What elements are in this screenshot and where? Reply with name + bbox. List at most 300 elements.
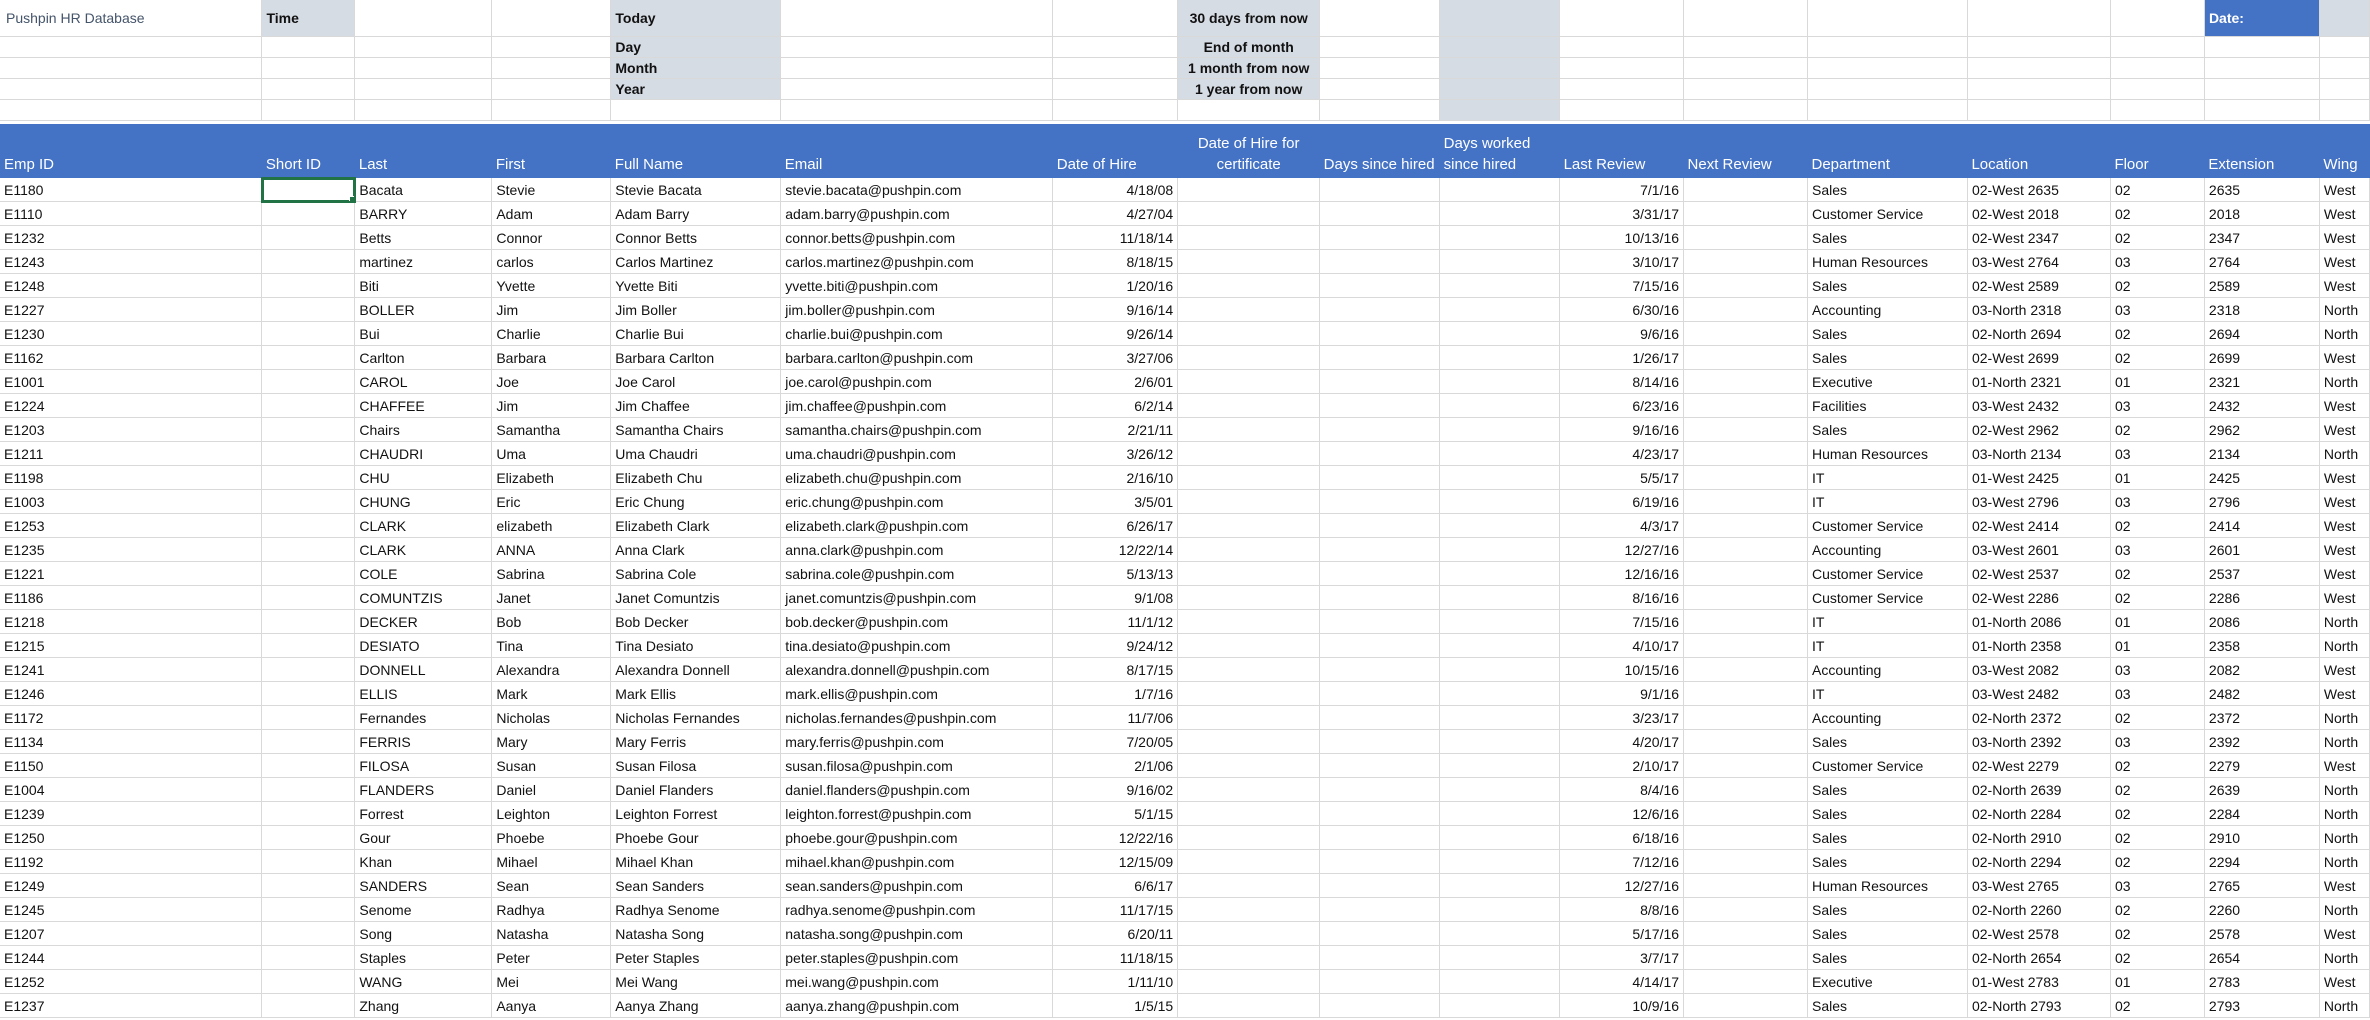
location-cell[interactable]: 02-North 2793 xyxy=(1967,994,2110,1018)
department-cell[interactable]: Accounting xyxy=(1808,658,1968,682)
location-cell[interactable]: 02-North 2294 xyxy=(1967,850,2110,874)
date-of-hire-cell[interactable]: 2/1/06 xyxy=(1053,754,1178,778)
department-cell[interactable]: Human Resources xyxy=(1808,874,1968,898)
wing-cell[interactable]: West xyxy=(2319,226,2369,250)
emp-id-cell[interactable]: E1244 xyxy=(0,946,262,970)
days-worked-cell[interactable] xyxy=(1440,946,1560,970)
extension-cell[interactable]: 2796 xyxy=(2204,490,2319,514)
next-review-cell[interactable] xyxy=(1684,898,1808,922)
first-cell[interactable]: Susan xyxy=(492,754,611,778)
floor-cell[interactable]: 01 xyxy=(2110,634,2204,658)
days-worked-cell[interactable] xyxy=(1440,394,1560,418)
short-id-cell[interactable] xyxy=(262,730,355,754)
extension-cell[interactable]: 2286 xyxy=(2204,586,2319,610)
location-cell[interactable]: 03-North 2134 xyxy=(1967,442,2110,466)
column-header-wing[interactable]: Wing xyxy=(2319,124,2369,178)
first-cell[interactable]: Sean xyxy=(492,874,611,898)
department-cell[interactable]: Sales xyxy=(1808,178,1968,202)
extension-cell[interactable]: 2589 xyxy=(2204,274,2319,298)
first-cell[interactable]: Joe xyxy=(492,370,611,394)
date-of-hire-cell[interactable]: 2/6/01 xyxy=(1053,370,1178,394)
short-id-cell[interactable] xyxy=(262,826,355,850)
last-review-cell[interactable]: 5/17/16 xyxy=(1560,922,1684,946)
short-id-cell[interactable] xyxy=(262,778,355,802)
next-review-cell[interactable] xyxy=(1684,322,1808,346)
last-cell[interactable]: COMUNTZIS xyxy=(355,586,492,610)
wing-cell[interactable]: West xyxy=(2319,874,2369,898)
department-cell[interactable]: Facilities xyxy=(1808,394,1968,418)
emp-id-cell[interactable]: E1162 xyxy=(0,346,262,370)
full-name-cell[interactable]: Sean Sanders xyxy=(611,874,781,898)
full-name-cell[interactable]: Leighton Forrest xyxy=(611,802,781,826)
days-since-hired-cell[interactable] xyxy=(1320,586,1440,610)
emp-id-cell[interactable]: E1001 xyxy=(0,370,262,394)
emp-id-cell[interactable]: E1227 xyxy=(0,298,262,322)
extension-cell[interactable]: 2321 xyxy=(2204,370,2319,394)
floor-cell[interactable]: 02 xyxy=(2110,826,2204,850)
short-id-cell[interactable] xyxy=(262,202,355,226)
full-name-cell[interactable]: Adam Barry xyxy=(611,202,781,226)
date-of-hire-certificate-cell[interactable] xyxy=(1178,658,1320,682)
extension-cell[interactable]: 2764 xyxy=(2204,250,2319,274)
last-review-cell[interactable]: 6/30/16 xyxy=(1560,298,1684,322)
email-cell[interactable]: daniel.flanders@pushpin.com xyxy=(781,778,1053,802)
short-id-cell[interactable] xyxy=(262,754,355,778)
days-since-hired-cell[interactable] xyxy=(1320,778,1440,802)
date-of-hire-cell[interactable]: 12/22/14 xyxy=(1053,538,1178,562)
days-since-hired-cell[interactable] xyxy=(1320,610,1440,634)
short-id-cell[interactable] xyxy=(262,898,355,922)
floor-cell[interactable]: 02 xyxy=(2110,346,2204,370)
date-of-hire-cell[interactable]: 7/20/05 xyxy=(1053,730,1178,754)
emp-id-cell[interactable]: E1239 xyxy=(0,802,262,826)
last-review-cell[interactable]: 3/23/17 xyxy=(1560,706,1684,730)
days-since-hired-cell[interactable] xyxy=(1320,970,1440,994)
extension-cell[interactable]: 2482 xyxy=(2204,682,2319,706)
first-cell[interactable]: Stevie xyxy=(492,178,611,202)
full-name-cell[interactable]: Tina Desiato xyxy=(611,634,781,658)
days-since-hired-cell[interactable] xyxy=(1320,898,1440,922)
full-name-cell[interactable]: Peter Staples xyxy=(611,946,781,970)
last-review-cell[interactable]: 9/6/16 xyxy=(1560,322,1684,346)
emp-id-cell[interactable]: E1246 xyxy=(0,682,262,706)
next-review-cell[interactable] xyxy=(1684,538,1808,562)
extension-cell[interactable]: 2260 xyxy=(2204,898,2319,922)
first-cell[interactable]: Leighton xyxy=(492,802,611,826)
emp-id-cell[interactable]: E1245 xyxy=(0,898,262,922)
last-review-cell[interactable]: 9/1/16 xyxy=(1560,682,1684,706)
short-id-cell[interactable] xyxy=(262,226,355,250)
location-cell[interactable]: 03-West 2765 xyxy=(1967,874,2110,898)
full-name-cell[interactable]: Phoebe Gour xyxy=(611,826,781,850)
location-cell[interactable]: 02-West 2962 xyxy=(1967,418,2110,442)
date-of-hire-cell[interactable]: 12/15/09 xyxy=(1053,850,1178,874)
last-review-cell[interactable]: 3/7/17 xyxy=(1560,946,1684,970)
days-worked-cell[interactable] xyxy=(1440,490,1560,514)
email-cell[interactable]: phoebe.gour@pushpin.com xyxy=(781,826,1053,850)
location-cell[interactable]: 03-West 2482 xyxy=(1967,682,2110,706)
floor-cell[interactable]: 02 xyxy=(2110,226,2204,250)
location-cell[interactable]: 03-North 2318 xyxy=(1967,298,2110,322)
days-worked-cell[interactable] xyxy=(1440,874,1560,898)
days-since-hired-cell[interactable] xyxy=(1320,922,1440,946)
department-cell[interactable]: Human Resources xyxy=(1808,250,1968,274)
date-of-hire-cell[interactable]: 3/5/01 xyxy=(1053,490,1178,514)
days-since-hired-cell[interactable] xyxy=(1320,538,1440,562)
department-cell[interactable]: Human Resources xyxy=(1808,442,1968,466)
days-since-hired-cell[interactable] xyxy=(1320,298,1440,322)
date-of-hire-certificate-cell[interactable] xyxy=(1178,418,1320,442)
date-of-hire-cell[interactable]: 3/26/12 xyxy=(1053,442,1178,466)
location-cell[interactable]: 01-West 2783 xyxy=(1967,970,2110,994)
last-cell[interactable]: Zhang xyxy=(355,994,492,1018)
department-cell[interactable]: Sales xyxy=(1808,322,1968,346)
first-cell[interactable]: Connor xyxy=(492,226,611,250)
full-name-cell[interactable]: Jim Boller xyxy=(611,298,781,322)
location-cell[interactable]: 03-North 2392 xyxy=(1967,730,2110,754)
location-cell[interactable]: 03-West 2432 xyxy=(1967,394,2110,418)
first-cell[interactable]: Mihael xyxy=(492,850,611,874)
date-of-hire-cell[interactable]: 2/21/11 xyxy=(1053,418,1178,442)
department-cell[interactable]: Sales xyxy=(1808,994,1968,1018)
date-of-hire-certificate-cell[interactable] xyxy=(1178,994,1320,1018)
full-name-cell[interactable]: Anna Clark xyxy=(611,538,781,562)
department-cell[interactable]: Executive xyxy=(1808,970,1968,994)
days-since-hired-cell[interactable] xyxy=(1320,562,1440,586)
full-name-cell[interactable]: Mei Wang xyxy=(611,970,781,994)
date-of-hire-cell[interactable]: 11/1/12 xyxy=(1053,610,1178,634)
department-cell[interactable]: Sales xyxy=(1808,730,1968,754)
days-since-hired-cell[interactable] xyxy=(1320,946,1440,970)
last-cell[interactable]: Khan xyxy=(355,850,492,874)
first-cell[interactable]: Samantha xyxy=(492,418,611,442)
email-cell[interactable]: mihael.khan@pushpin.com xyxy=(781,850,1053,874)
column-header-days-since-hired[interactable]: Days since hired xyxy=(1320,124,1440,178)
email-cell[interactable]: joe.carol@pushpin.com xyxy=(781,370,1053,394)
days-since-hired-cell[interactable] xyxy=(1320,634,1440,658)
next-review-cell[interactable] xyxy=(1684,946,1808,970)
email-cell[interactable]: eric.chung@pushpin.com xyxy=(781,490,1053,514)
extension-cell[interactable]: 2765 xyxy=(2204,874,2319,898)
floor-cell[interactable]: 03 xyxy=(2110,682,2204,706)
date-of-hire-cell[interactable]: 8/17/15 xyxy=(1053,658,1178,682)
last-review-cell[interactable]: 7/1/16 xyxy=(1560,178,1684,202)
days-worked-cell[interactable] xyxy=(1440,250,1560,274)
extension-cell[interactable]: 2284 xyxy=(2204,802,2319,826)
short-id-cell[interactable] xyxy=(262,706,355,730)
date-of-hire-certificate-cell[interactable] xyxy=(1178,586,1320,610)
email-cell[interactable]: elizabeth.clark@pushpin.com xyxy=(781,514,1053,538)
first-cell[interactable]: Aanya xyxy=(492,994,611,1018)
first-cell[interactable]: Mark xyxy=(492,682,611,706)
last-cell[interactable]: CHAFFEE xyxy=(355,394,492,418)
short-id-cell[interactable] xyxy=(262,346,355,370)
full-name-cell[interactable]: Mary Ferris xyxy=(611,730,781,754)
last-cell[interactable]: Carlton xyxy=(355,346,492,370)
date-value-cell[interactable] xyxy=(2319,0,2369,37)
date-of-hire-certificate-cell[interactable] xyxy=(1178,466,1320,490)
wing-cell[interactable]: West xyxy=(2319,586,2369,610)
first-cell[interactable]: elizabeth xyxy=(492,514,611,538)
wing-cell[interactable]: North xyxy=(2319,298,2369,322)
first-cell[interactable]: Charlie xyxy=(492,322,611,346)
date-of-hire-certificate-cell[interactable] xyxy=(1178,634,1320,658)
short-id-cell[interactable] xyxy=(262,874,355,898)
date-of-hire-cell[interactable]: 9/16/02 xyxy=(1053,778,1178,802)
wing-cell[interactable]: West xyxy=(2319,514,2369,538)
next-review-cell[interactable] xyxy=(1684,178,1808,202)
last-review-cell[interactable]: 4/23/17 xyxy=(1560,442,1684,466)
emp-id-cell[interactable]: E1237 xyxy=(0,994,262,1018)
last-cell[interactable]: Senome xyxy=(355,898,492,922)
department-cell[interactable]: IT xyxy=(1808,490,1968,514)
days-worked-cell[interactable] xyxy=(1440,274,1560,298)
department-cell[interactable]: Customer Service xyxy=(1808,754,1968,778)
floor-cell[interactable]: 01 xyxy=(2110,370,2204,394)
wing-cell[interactable]: West xyxy=(2319,922,2369,946)
column-header-full-name[interactable]: Full Name xyxy=(611,124,781,178)
email-cell[interactable]: charlie.bui@pushpin.com xyxy=(781,322,1053,346)
selected-cell[interactable] xyxy=(262,178,355,202)
first-cell[interactable]: Tina xyxy=(492,634,611,658)
extension-cell[interactable]: 2962 xyxy=(2204,418,2319,442)
email-cell[interactable]: yvette.biti@pushpin.com xyxy=(781,274,1053,298)
last-cell[interactable]: FILOSA xyxy=(355,754,492,778)
wing-cell[interactable]: North xyxy=(2319,802,2369,826)
first-cell[interactable]: Adam xyxy=(492,202,611,226)
column-header-days-worked[interactable]: Days worked since hired xyxy=(1440,124,1560,178)
last-review-cell[interactable]: 7/15/16 xyxy=(1560,274,1684,298)
last-cell[interactable]: Betts xyxy=(355,226,492,250)
date-of-hire-certificate-cell[interactable] xyxy=(1178,922,1320,946)
full-name-cell[interactable]: Jim Chaffee xyxy=(611,394,781,418)
days-worked-cell[interactable] xyxy=(1440,970,1560,994)
last-cell[interactable]: Chairs xyxy=(355,418,492,442)
last-cell[interactable]: BARRY xyxy=(355,202,492,226)
location-cell[interactable]: 02-West 2537 xyxy=(1967,562,2110,586)
last-review-cell[interactable]: 3/10/17 xyxy=(1560,250,1684,274)
short-id-cell[interactable] xyxy=(262,514,355,538)
date-of-hire-certificate-cell[interactable] xyxy=(1178,370,1320,394)
first-cell[interactable]: Elizabeth xyxy=(492,466,611,490)
emp-id-cell[interactable]: E1198 xyxy=(0,466,262,490)
date-of-hire-cell[interactable]: 3/27/06 xyxy=(1053,346,1178,370)
date-of-hire-certificate-cell[interactable] xyxy=(1178,490,1320,514)
email-cell[interactable]: natasha.song@pushpin.com xyxy=(781,922,1053,946)
extension-cell[interactable]: 2414 xyxy=(2204,514,2319,538)
location-cell[interactable]: 01-North 2358 xyxy=(1967,634,2110,658)
last-review-cell[interactable]: 10/15/16 xyxy=(1560,658,1684,682)
last-review-cell[interactable]: 4/10/17 xyxy=(1560,634,1684,658)
next-review-cell[interactable] xyxy=(1684,634,1808,658)
department-cell[interactable]: Sales xyxy=(1808,226,1968,250)
days-since-hired-cell[interactable] xyxy=(1320,322,1440,346)
first-cell[interactable]: carlos xyxy=(492,250,611,274)
extension-cell[interactable]: 2537 xyxy=(2204,562,2319,586)
full-name-cell[interactable]: Sabrina Cole xyxy=(611,562,781,586)
wing-cell[interactable]: North xyxy=(2319,898,2369,922)
last-cell[interactable]: CLARK xyxy=(355,514,492,538)
full-name-cell[interactable]: Daniel Flanders xyxy=(611,778,781,802)
next-review-cell[interactable] xyxy=(1684,514,1808,538)
full-name-cell[interactable]: Susan Filosa xyxy=(611,754,781,778)
full-name-cell[interactable]: Bob Decker xyxy=(611,610,781,634)
last-cell[interactable]: ELLIS xyxy=(355,682,492,706)
location-cell[interactable]: 01-North 2086 xyxy=(1967,610,2110,634)
department-cell[interactable]: IT xyxy=(1808,610,1968,634)
date-of-hire-certificate-cell[interactable] xyxy=(1178,898,1320,922)
department-cell[interactable]: Customer Service xyxy=(1808,202,1968,226)
days-since-hired-cell[interactable] xyxy=(1320,178,1440,202)
wing-cell[interactable]: North xyxy=(2319,370,2369,394)
full-name-cell[interactable]: Yvette Biti xyxy=(611,274,781,298)
extension-cell[interactable]: 2793 xyxy=(2204,994,2319,1018)
wing-cell[interactable]: West xyxy=(2319,178,2369,202)
department-cell[interactable]: Sales xyxy=(1808,778,1968,802)
wing-cell[interactable]: West xyxy=(2319,466,2369,490)
location-cell[interactable]: 02-West 2589 xyxy=(1967,274,2110,298)
next-review-cell[interactable] xyxy=(1684,562,1808,586)
date-of-hire-cell[interactable]: 11/18/14 xyxy=(1053,226,1178,250)
date-of-hire-certificate-cell[interactable] xyxy=(1178,178,1320,202)
department-cell[interactable]: IT xyxy=(1808,466,1968,490)
days-since-hired-cell[interactable] xyxy=(1320,346,1440,370)
days-worked-cell[interactable] xyxy=(1440,346,1560,370)
date-of-hire-cell[interactable]: 11/7/06 xyxy=(1053,706,1178,730)
extension-cell[interactable]: 2910 xyxy=(2204,826,2319,850)
full-name-cell[interactable]: Mark Ellis xyxy=(611,682,781,706)
days-since-hired-cell[interactable] xyxy=(1320,754,1440,778)
next-review-cell[interactable] xyxy=(1684,610,1808,634)
last-cell[interactable]: FLANDERS xyxy=(355,778,492,802)
email-cell[interactable]: susan.filosa@pushpin.com xyxy=(781,754,1053,778)
floor-cell[interactable]: 01 xyxy=(2110,610,2204,634)
next-review-cell[interactable] xyxy=(1684,346,1808,370)
wing-cell[interactable]: North xyxy=(2319,946,2369,970)
email-cell[interactable]: adam.barry@pushpin.com xyxy=(781,202,1053,226)
date-of-hire-cell[interactable]: 9/26/14 xyxy=(1053,322,1178,346)
wing-cell[interactable]: North xyxy=(2319,826,2369,850)
email-cell[interactable]: aanya.zhang@pushpin.com xyxy=(781,994,1053,1018)
full-name-cell[interactable]: Mihael Khan xyxy=(611,850,781,874)
days-since-hired-cell[interactable] xyxy=(1320,442,1440,466)
next-review-cell[interactable] xyxy=(1684,994,1808,1018)
email-cell[interactable]: mark.ellis@pushpin.com xyxy=(781,682,1053,706)
short-id-cell[interactable] xyxy=(262,850,355,874)
last-cell[interactable]: Forrest xyxy=(355,802,492,826)
emp-id-cell[interactable]: E1253 xyxy=(0,514,262,538)
last-cell[interactable]: martinez xyxy=(355,250,492,274)
days-since-hired-cell[interactable] xyxy=(1320,514,1440,538)
short-id-cell[interactable] xyxy=(262,634,355,658)
date-of-hire-certificate-cell[interactable] xyxy=(1178,802,1320,826)
column-header-emp-id[interactable]: Emp ID xyxy=(0,124,262,178)
department-cell[interactable]: Executive xyxy=(1808,370,1968,394)
floor-cell[interactable]: 02 xyxy=(2110,514,2204,538)
last-cell[interactable]: Staples xyxy=(355,946,492,970)
emp-id-cell[interactable]: E1243 xyxy=(0,250,262,274)
extension-cell[interactable]: 2082 xyxy=(2204,658,2319,682)
full-name-cell[interactable]: Natasha Song xyxy=(611,922,781,946)
column-header-floor[interactable]: Floor xyxy=(2110,124,2204,178)
last-review-cell[interactable]: 8/16/16 xyxy=(1560,586,1684,610)
days-worked-cell[interactable] xyxy=(1440,922,1560,946)
floor-cell[interactable]: 01 xyxy=(2110,466,2204,490)
short-id-cell[interactable] xyxy=(262,394,355,418)
location-cell[interactable]: 03-West 2082 xyxy=(1967,658,2110,682)
email-cell[interactable]: alexandra.donnell@pushpin.com xyxy=(781,658,1053,682)
last-cell[interactable]: Fernandes xyxy=(355,706,492,730)
email-cell[interactable]: carlos.martinez@pushpin.com xyxy=(781,250,1053,274)
emp-id-cell[interactable]: E1224 xyxy=(0,394,262,418)
emp-id-cell[interactable]: E1003 xyxy=(0,490,262,514)
extension-cell[interactable]: 2783 xyxy=(2204,970,2319,994)
short-id-cell[interactable] xyxy=(262,418,355,442)
first-cell[interactable]: Mary xyxy=(492,730,611,754)
email-cell[interactable]: janet.comuntzis@pushpin.com xyxy=(781,586,1053,610)
floor-cell[interactable]: 03 xyxy=(2110,490,2204,514)
email-cell[interactable]: sean.sanders@pushpin.com xyxy=(781,874,1053,898)
floor-cell[interactable]: 02 xyxy=(2110,850,2204,874)
location-cell[interactable]: 02-West 2578 xyxy=(1967,922,2110,946)
next-review-cell[interactable] xyxy=(1684,418,1808,442)
days-since-hired-cell[interactable] xyxy=(1320,874,1440,898)
next-review-cell[interactable] xyxy=(1684,706,1808,730)
last-cell[interactable]: Biti xyxy=(355,274,492,298)
short-id-cell[interactable] xyxy=(262,610,355,634)
department-cell[interactable]: Accounting xyxy=(1808,706,1968,730)
extension-cell[interactable]: 2318 xyxy=(2204,298,2319,322)
date-of-hire-certificate-cell[interactable] xyxy=(1178,538,1320,562)
short-id-cell[interactable] xyxy=(262,322,355,346)
last-cell[interactable]: FERRIS xyxy=(355,730,492,754)
wing-cell[interactable]: North xyxy=(2319,322,2369,346)
last-cell[interactable]: DECKER xyxy=(355,610,492,634)
location-cell[interactable]: 01-North 2321 xyxy=(1967,370,2110,394)
short-id-cell[interactable] xyxy=(262,562,355,586)
next-review-cell[interactable] xyxy=(1684,922,1808,946)
days-since-hired-cell[interactable] xyxy=(1320,274,1440,298)
floor-cell[interactable]: 02 xyxy=(2110,994,2204,1018)
days-since-hired-cell[interactable] xyxy=(1320,994,1440,1018)
days-worked-cell[interactable] xyxy=(1440,226,1560,250)
emp-id-cell[interactable]: E1235 xyxy=(0,538,262,562)
short-id-cell[interactable] xyxy=(262,802,355,826)
floor-cell[interactable]: 03 xyxy=(2110,394,2204,418)
date-of-hire-cell[interactable]: 1/5/15 xyxy=(1053,994,1178,1018)
date-of-hire-cell[interactable]: 5/13/13 xyxy=(1053,562,1178,586)
column-header-email[interactable]: Email xyxy=(781,124,1053,178)
floor-cell[interactable]: 03 xyxy=(2110,250,2204,274)
days-worked-cell[interactable] xyxy=(1440,706,1560,730)
last-cell[interactable]: CLARK xyxy=(355,538,492,562)
location-cell[interactable]: 02-West 2286 xyxy=(1967,586,2110,610)
extension-cell[interactable]: 2432 xyxy=(2204,394,2319,418)
department-cell[interactable]: Accounting xyxy=(1808,538,1968,562)
full-name-cell[interactable]: Aanya Zhang xyxy=(611,994,781,1018)
floor-cell[interactable]: 03 xyxy=(2110,538,2204,562)
wing-cell[interactable]: West xyxy=(2319,490,2369,514)
wing-cell[interactable]: West xyxy=(2319,346,2369,370)
first-cell[interactable]: Sabrina xyxy=(492,562,611,586)
floor-cell[interactable]: 03 xyxy=(2110,658,2204,682)
first-cell[interactable]: Mei xyxy=(492,970,611,994)
last-review-cell[interactable]: 6/18/16 xyxy=(1560,826,1684,850)
next-review-cell[interactable] xyxy=(1684,394,1808,418)
wing-cell[interactable]: North xyxy=(2319,634,2369,658)
short-id-cell[interactable] xyxy=(262,250,355,274)
wing-cell[interactable]: West xyxy=(2319,658,2369,682)
